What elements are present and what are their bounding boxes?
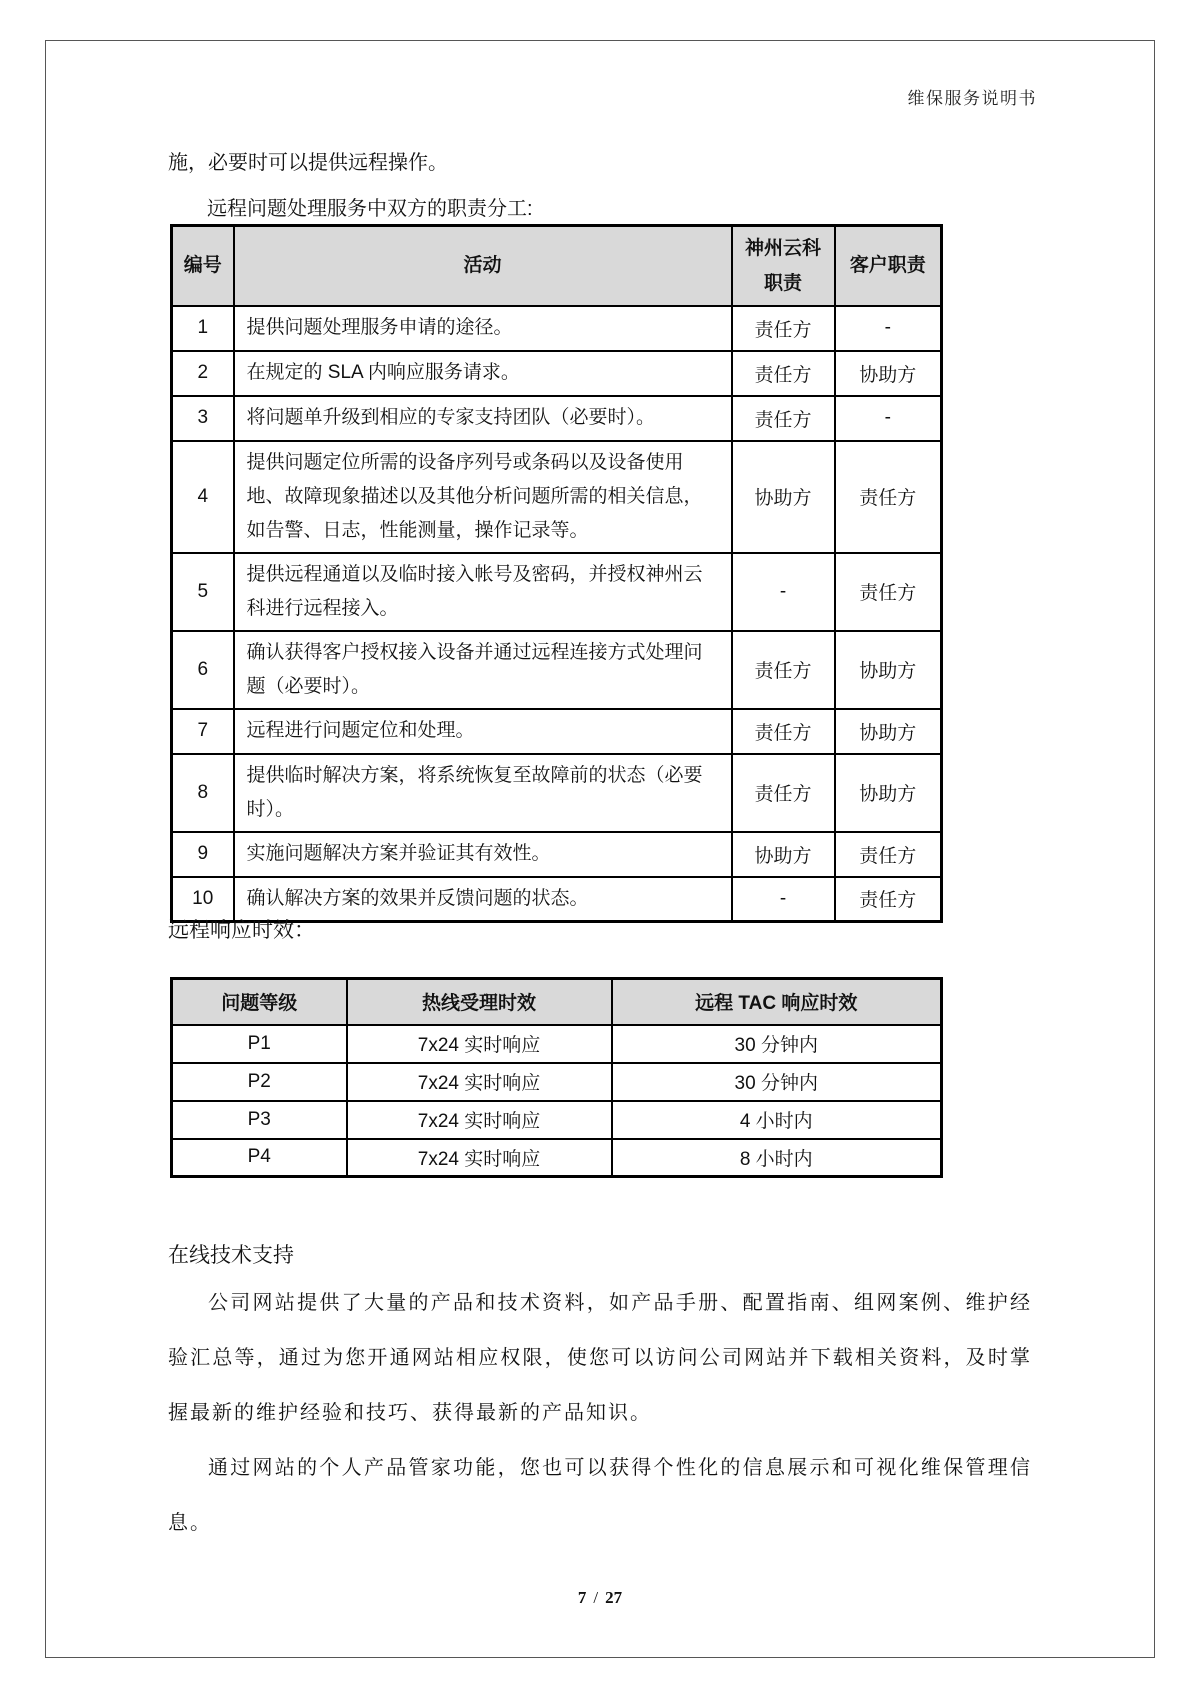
cell-customer-duty: 责任方 — [835, 553, 942, 631]
table-row — [172, 1025, 942, 1063]
cell-customer-duty: - — [835, 396, 942, 441]
table-row — [172, 1101, 942, 1139]
cell-company-duty: - — [732, 877, 835, 922]
cell-customer-duty: 责任方 — [835, 877, 942, 922]
cell-company-duty: 责任方 — [732, 631, 835, 709]
cell-level: P3 — [172, 1101, 347, 1139]
total-page-count: 27 — [605, 1588, 623, 1607]
cell-activity: 在规定的 SLA 内响应服务请求。 — [234, 351, 732, 396]
cell-level: P1 — [172, 1025, 347, 1063]
cell-number: 4 — [172, 441, 234, 553]
responsibility-table-header-row — [172, 226, 942, 306]
column-header-customer-duty: 客户职责 — [835, 226, 942, 306]
table-row — [172, 1139, 942, 1177]
column-header-remote-tac-sla: 远程 TAC 响应时效 — [612, 979, 942, 1025]
online-support-section-title: 在线技术支持 — [168, 1244, 294, 1267]
table-row — [172, 396, 942, 441]
column-header-number: 编号 — [172, 226, 234, 306]
cell-activity: 提供临时解决方案，将系统恢复至故障前的状态（必要时）。 — [234, 754, 732, 832]
cell-customer-duty: 责任方 — [835, 832, 942, 877]
table-row — [172, 631, 942, 709]
cell-activity: 将问题单升级到相应的专家支持团队（必要时）。 — [234, 396, 732, 441]
cell-company-duty: 责任方 — [732, 709, 835, 754]
cell-activity: 确认获得客户授权接入设备并通过远程连接方式处理问题（必要时）。 — [234, 631, 732, 709]
table-row — [172, 306, 942, 351]
sla-table — [170, 977, 943, 1178]
cell-number: 3 — [172, 396, 234, 441]
table-row — [172, 441, 942, 553]
cell-company-duty: 责任方 — [732, 754, 835, 832]
sla-section-title: 远程响应时效： — [168, 919, 315, 942]
table-row — [172, 754, 942, 832]
cell-activity: 实施问题解决方案并验证其有效性。 — [234, 832, 732, 877]
cell-activity: 远程进行问题定位和处理。 — [234, 709, 732, 754]
cell-activity: 提供问题处理服务申请的途径。 — [234, 306, 732, 351]
cell-hotline: 7x24 实时响应 — [347, 1139, 612, 1177]
cell-company-duty: 责任方 — [732, 351, 835, 396]
cell-customer-duty: 协助方 — [835, 351, 942, 396]
cell-number: 1 — [172, 306, 234, 351]
cell-hotline: 7x24 实时响应 — [347, 1101, 612, 1139]
cell-company-duty: 协助方 — [732, 832, 835, 877]
cell-number: 6 — [172, 631, 234, 709]
cell-tac: 4 小时内 — [612, 1101, 942, 1139]
cell-customer-duty: - — [835, 306, 942, 351]
sla-table-header-row — [172, 979, 942, 1025]
table-row — [172, 351, 942, 396]
current-page-number: 7 — [577, 1588, 587, 1607]
cell-activity: 提供问题定位所需的设备序列号或条码以及设备使用地、故障现象描述以及其他分析问题所需的相关信息，如告警、日志，性能测量，操作记录等。 — [234, 441, 732, 553]
cell-activity: 提供远程通道以及临时接入帐号及密码，并授权神州云科进行远程接入。 — [234, 553, 732, 631]
responsibility-table-caption: 远程问题处理服务中双方的职责分工: — [207, 198, 533, 220]
cell-hotline: 7x24 实时响应 — [347, 1025, 612, 1063]
online-support-paragraph-2: 通过网站的个人产品管家功能，您也可以获得个性化的信息展示和可视化维保管理信息。 — [168, 1457, 1032, 1534]
cell-customer-duty: 责任方 — [835, 441, 942, 553]
cell-number: 10 — [172, 877, 234, 922]
table-row — [172, 832, 942, 877]
cell-number: 9 — [172, 832, 234, 877]
table-row — [172, 1063, 942, 1101]
intro-continuation-text: 施，必要时可以提供远程操作。 — [168, 152, 448, 174]
page-number-separator: / — [593, 1588, 599, 1607]
cell-tac: 30 分钟内 — [612, 1025, 942, 1063]
cell-company-duty: 责任方 — [732, 396, 835, 441]
cell-level: P2 — [172, 1063, 347, 1101]
cell-tac: 8 小时内 — [612, 1139, 942, 1177]
column-header-company-duty: 神州云科职责 — [732, 226, 835, 306]
cell-customer-duty: 协助方 — [835, 754, 942, 832]
cell-number: 5 — [172, 553, 234, 631]
cell-hotline: 7x24 实时响应 — [347, 1063, 612, 1101]
cell-tac: 30 分钟内 — [612, 1063, 942, 1101]
cell-company-duty: 责任方 — [732, 306, 835, 351]
cell-customer-duty: 协助方 — [835, 631, 942, 709]
column-header-problem-level: 问题等级 — [172, 979, 347, 1025]
cell-number: 7 — [172, 709, 234, 754]
cell-number: 2 — [172, 351, 234, 396]
cell-company-duty: 协助方 — [732, 441, 835, 553]
column-header-hotline-sla: 热线受理时效 — [347, 979, 612, 1025]
cell-company-duty: - — [732, 553, 835, 631]
cell-level: P4 — [172, 1139, 347, 1177]
page-header-title: 维保服务说明书 — [907, 89, 1037, 108]
table-row — [172, 553, 942, 631]
online-support-paragraph-1: 公司网站提供了大量的产品和技术资料，如产品手册、配置指南、组网案例、维护经验汇总等，通过为您开通网站相应权限，使您可以访问公司网站并下载相关资料，及时掌握最新的维护经验和技巧、获得最新的产品知识。 — [168, 1292, 1032, 1424]
cell-activity: 确认解决方案的效果并反馈问题的状态。 — [234, 877, 732, 922]
cell-customer-duty: 协助方 — [835, 709, 942, 754]
column-header-activity: 活动 — [234, 226, 732, 306]
table-row — [172, 709, 942, 754]
cell-number: 8 — [172, 754, 234, 832]
responsibility-table — [170, 224, 943, 923]
page-footer — [0, 1588, 1200, 1608]
